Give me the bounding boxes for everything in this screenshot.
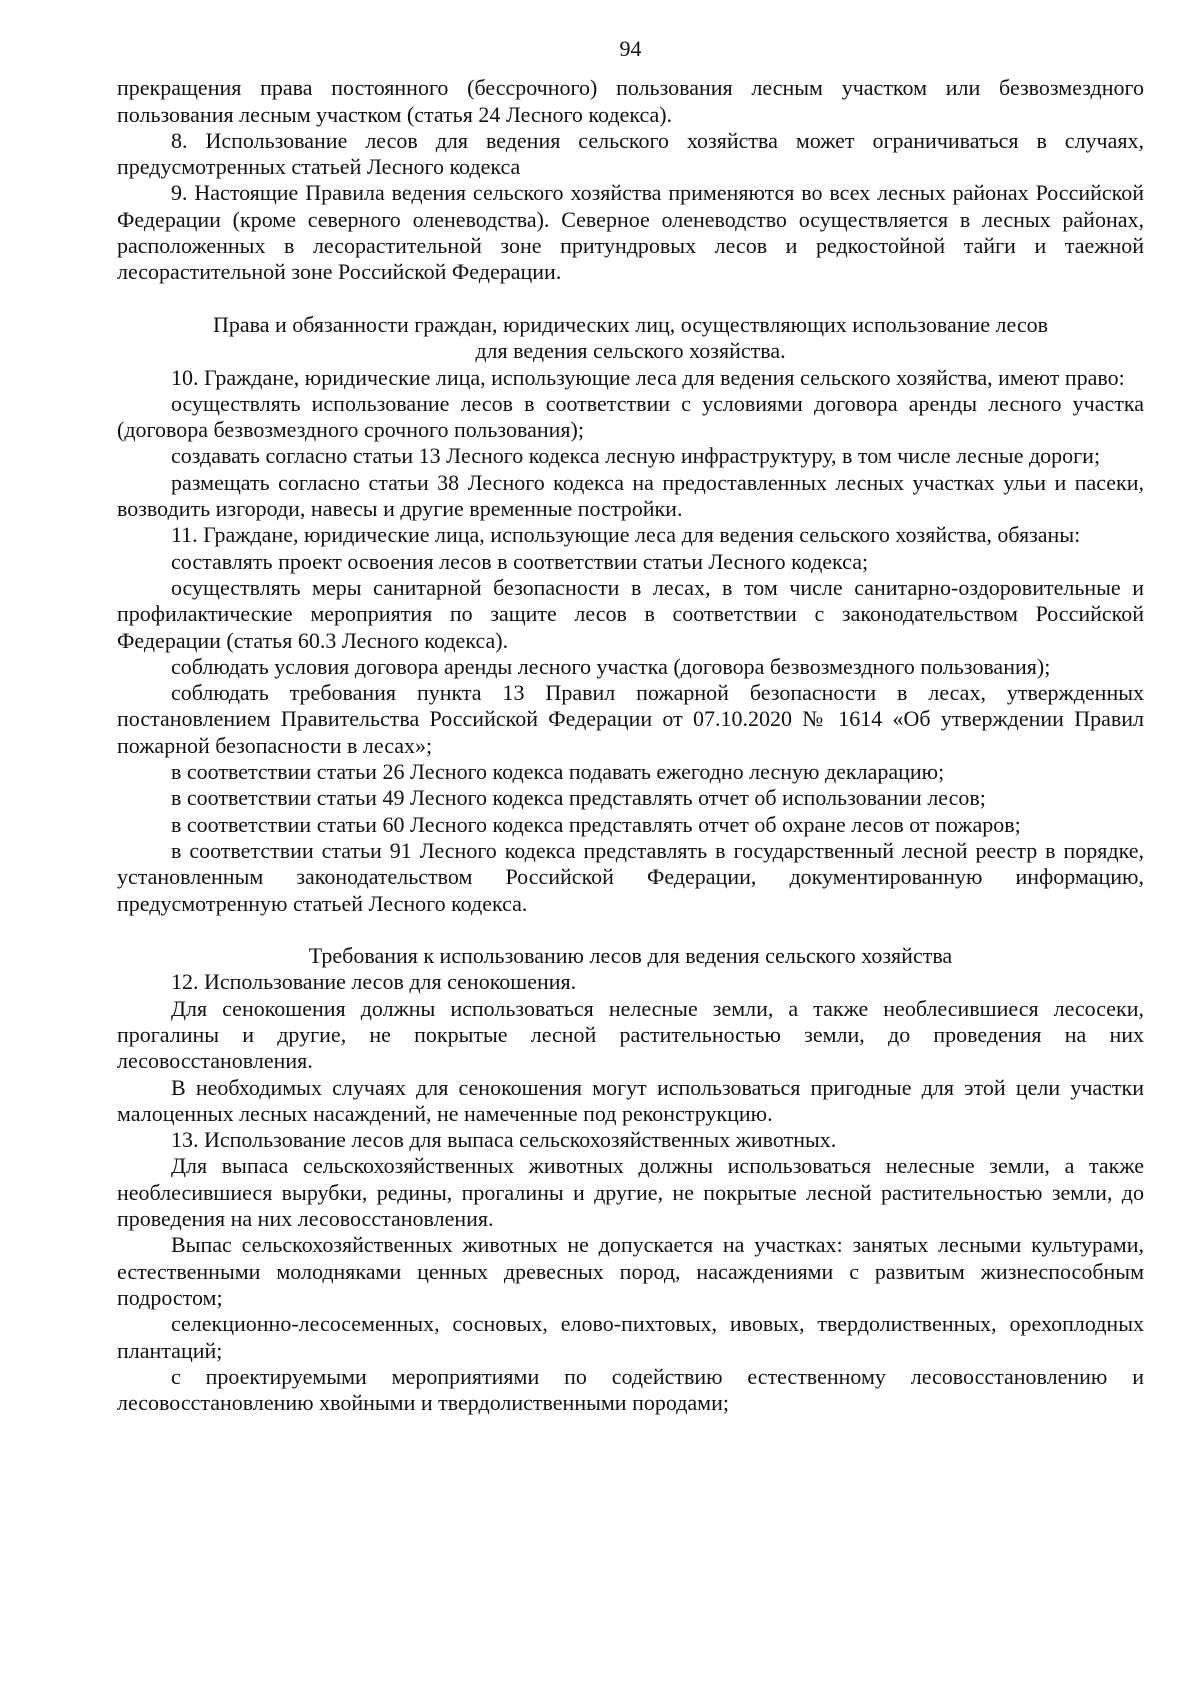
section-heading-rights bbox=[117, 312, 1144, 365]
paragraph: Для сенокошения должны использоваться нелесные земли, а также необлесившиеся лесосеки, прогалины и другие, не покрытые лесной растительностью земли, до проведения на них лесовосстановления. bbox=[117, 995, 1144, 1074]
paragraph: соблюдать условия договора аренды лесного участка (договора безвозмездного пользования); bbox=[171, 653, 1051, 679]
section-heading-line: для ведения сельского хозяйства. bbox=[475, 338, 786, 364]
paragraph: В необходимых случаях для сенокошения могут использоваться пригодные для этой цели участки малоценных лесных насаждений, не намеченные под реконструкцию. bbox=[117, 1074, 1144, 1126]
paragraph: в соответствии статьи 26 Лесного кодекса подавать ежегодно лесную декларацию; bbox=[171, 759, 945, 785]
paragraph: селекционно-лесосеменных, сосновых, елово-пихтовых, ивовых, твердолиственных, орехоплодных плантаций; bbox=[117, 1311, 1144, 1363]
paragraph: 11. Граждане, юридические лица, использующие леса для ведения сельского хозяйства, обязаны: bbox=[171, 522, 1081, 548]
paragraph: Выпас сельскохозяйственных животных не допускается на участках: занятых лесными культурами, естественными молодняками ценных древесных пород, насаждениями с развитым жизнеспособным подростом; bbox=[117, 1232, 1144, 1310]
paragraph: 12. Использование лесов для сенокошения. bbox=[171, 969, 577, 995]
paragraph: осуществлять использование лесов в соответствии с условиями договора аренды лесного участка (договора безвозмездного срочного пользования); bbox=[117, 390, 1144, 443]
paragraph: в соответствии статьи 60 Лесного кодекса представлять отчет об охране лесов от пожаров; bbox=[171, 811, 1021, 837]
page-number: 94 bbox=[619, 36, 642, 61]
paragraph: осуществлять меры санитарной безопасности в лесах, в том числе санитарно-оздоровительные и профилактические мероприятия по защите лесов в соответствии с законодательством Российской Федерации (статья 60.3 Лесного кодекса). bbox=[117, 574, 1144, 653]
paragraph: прекращения права постоянного (бессрочного) пользования лесным участком или безвозмездного пользования лесным участком (статья 24 Лесного кодекса). bbox=[117, 75, 1144, 127]
paragraph: с проектируемыми мероприятиями по содействию естественному лесовосстановлению и лесовосстановлению хвойными и твердолиственными породами; bbox=[117, 1363, 1144, 1416]
paragraph: 10. Граждане, юридические лица, использующие леса для ведения сельского хозяйства, имеют право: bbox=[171, 364, 1125, 390]
section-heading-requirements: Требования к использованию лесов для ведения сельского хозяйства bbox=[308, 943, 953, 969]
paragraph: 13. Использование лесов для выпаса сельскохозяйственных животных. bbox=[171, 1127, 837, 1153]
paragraph: размещать согласно статьи 38 Лесного кодекса на предоставленных лесных участках ульи и пасеки, возводить изгороди, навесы и другие временные постройки. bbox=[117, 469, 1144, 522]
paragraph: 8. Использование лесов для ведения сельского хозяйства может ограничиваться в случаях, предусмотренных статьей Лесного кодекса bbox=[117, 127, 1144, 180]
paragraph: соблюдать требования пункта 13 Правил пожарной безопасности в лесах, утвержденных постановлением Правительства Российской Федерации от 07.10.2020 № 1614 «Об утверждении Правил пожарной безопасности в лесах»; bbox=[117, 680, 1144, 758]
paragraph: создавать согласно статьи 13 Лесного кодекса лесную инфраструктуру, в том числе лесные дороги; bbox=[171, 443, 1101, 469]
spacer bbox=[117, 286, 1144, 312]
spacer bbox=[117, 917, 1144, 943]
paragraph: составлять проект освоения лесов в соответствии статьи Лесного кодекса; bbox=[171, 548, 869, 574]
paragraph: Для выпаса сельскохозяйственных животных должны использоваться нелесные земли, а также необлесившиеся вырубки, редины, прогалины и другие, не покрытые лесной растительностью земли, до проведения на них лесовосстановления. bbox=[117, 1153, 1144, 1232]
section-heading-line: Права и обязанности граждан, юридических лиц, осуществляющих использование лесов bbox=[213, 311, 1048, 337]
paragraph: в соответствии статьи 49 Лесного кодекса представлять отчет об использовании лесов; bbox=[171, 785, 986, 811]
paragraph: 9. Настоящие Правила ведения сельского хозяйства применяются во всех лесных районах Российской Федерации (кроме северного оленеводства). Северное оленеводство осуществляется в лесных районах, расположенных в лесорастительной зоне притундровых лесов и редкостойной тайги и таежной лесорастительной зоне Российской Федерации. bbox=[117, 180, 1144, 285]
paragraph: в соответствии статьи 91 Лесного кодекса представлять в государственный лесной реестр в порядке, установленным законодательством Российской Федерации, документированную информацию, предусмотренную статьей Лесного кодекса. bbox=[117, 837, 1144, 916]
